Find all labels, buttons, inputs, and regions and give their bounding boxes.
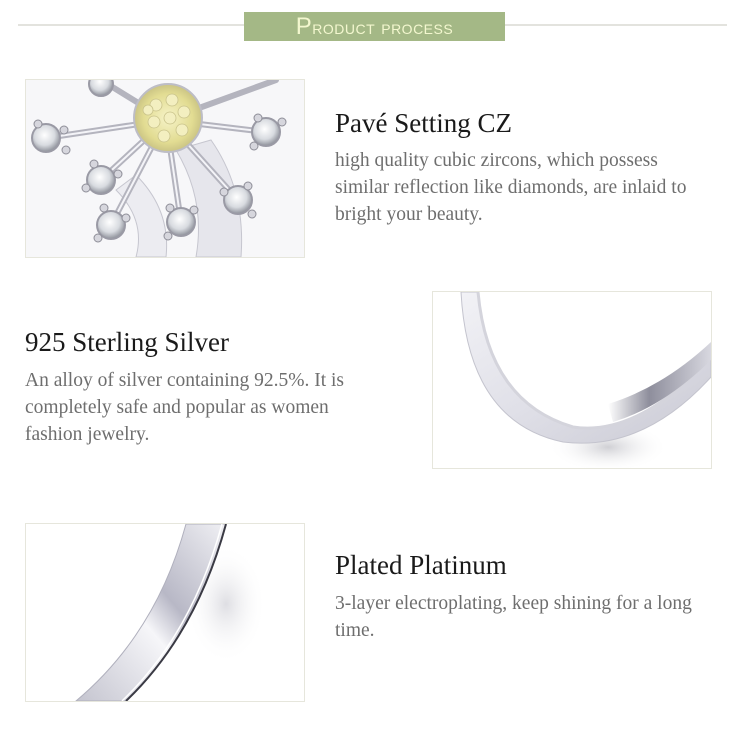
product-image-pave-setting [25,79,305,258]
header-divider-right [504,24,727,26]
flower-ring-image-icon [26,80,304,257]
feature-title-sterling-silver: 925 Sterling Silver [25,327,229,357]
ring-band-image-icon [433,292,711,468]
ring-arc-image-icon [26,524,304,701]
feature-title-plated-platinum: Plated Platinum [335,550,507,580]
section-title: Product process [295,12,454,40]
product-image-sterling-silver [432,291,712,469]
header-divider-left [18,24,246,26]
section-banner [244,12,505,41]
feature-description-pave-setting: high quality cubic zircons, which possess similar reflection like diamonds, are inlaid to bright your beauty. [335,150,687,225]
product-image-plated-platinum [25,523,305,702]
feature-title-pave-setting: Pavé Setting CZ [335,108,512,138]
feature-description-plated-platinum: 3-layer electroplating, keep shining for a long time. [335,593,692,641]
feature-description-sterling-silver: An alloy of silver containing 92.5%. It is completely safe and popular as women fashion jewelry. [25,370,344,445]
